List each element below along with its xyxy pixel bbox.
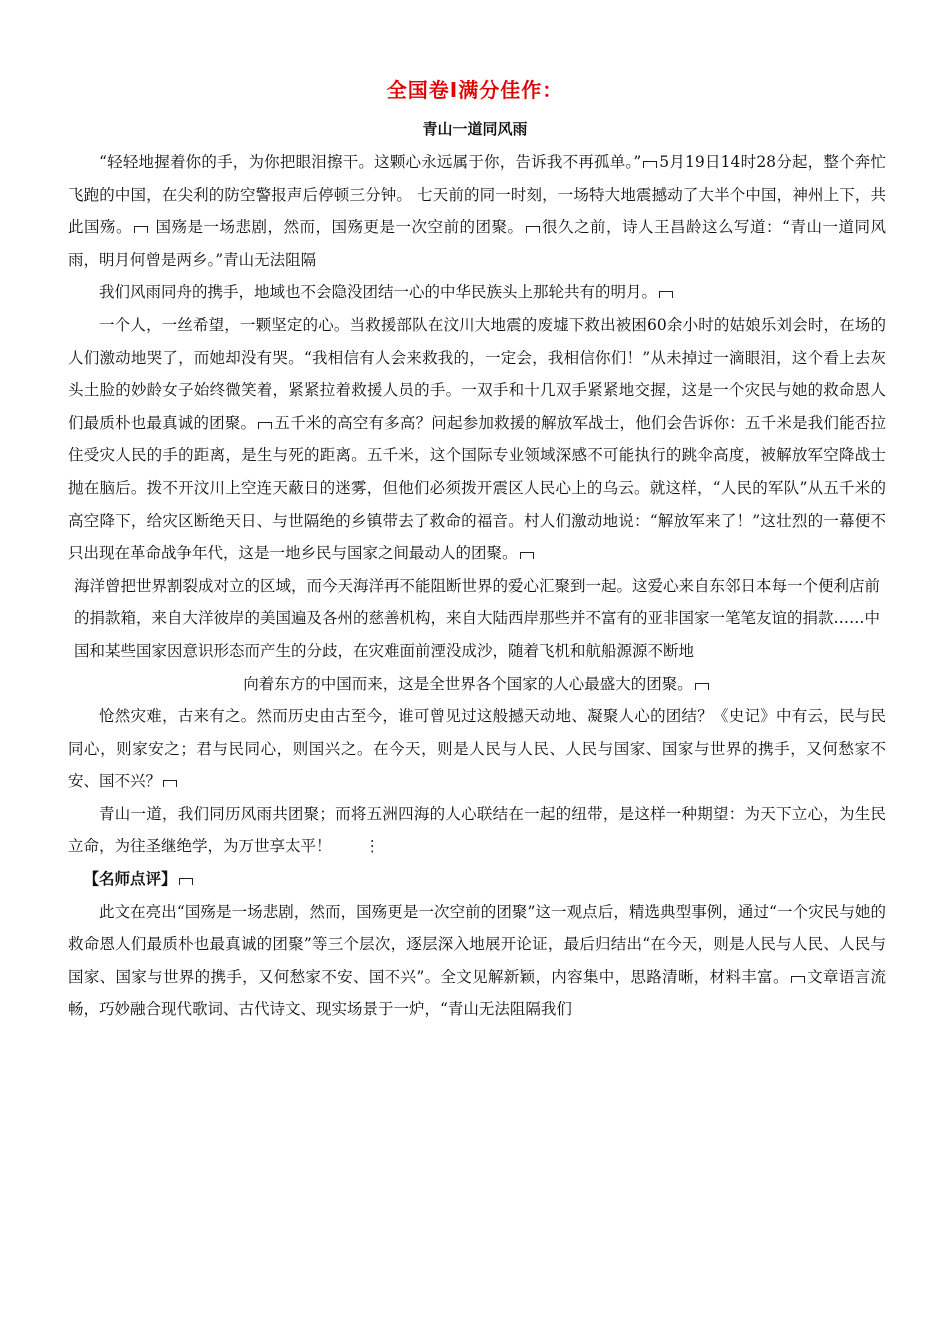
- page-title: 全国卷Ⅰ满分佳作：: [386, 78, 564, 102]
- paragraph-4: [68, 570, 886, 668]
- paragraph-3: [68, 309, 886, 570]
- text-run: 5月19日14时28分起，整个奔忙飞跑的中国，在尖利的防空警报声后停顿三分钟。 七天前的同一时刻，一场特大地震撼动了大半个中国，神州上下，共此国殇。: [68, 153, 886, 237]
- paragraph-5: [68, 700, 886, 798]
- text-run: 国殇是一场悲剧，然而，国殇更是一次空前的团聚。: [155, 218, 524, 237]
- essay-body: [68, 146, 886, 1026]
- paragraph-6: [68, 798, 886, 863]
- edit-mark-icon: [179, 878, 193, 885]
- paragraph-4-end: [68, 668, 886, 701]
- edit-mark-icon: [258, 422, 272, 429]
- paragraph-2: [68, 276, 886, 309]
- edit-mark-icon: [134, 226, 148, 233]
- text-run: 五千米的高空有多高？问起参加救援的解放军战士，他们会告诉你：五千米是我们能否拉住受灾人民的手的距离，是生与死的距离。五千米，这个国际专业领域深感不可能执行的跳伞高度，被解放军空降战士抛在脑后。拨不开汶川上空连天蔽日的迷雾，但他们必须拨开震区人民心上的乌云。就这样，“人民的军队”从五千米的高空降下，给灾区断绝天日、与世隔绝的乡镇带去了救命的福音。村人们激动地说：“解放军来了！”这壮烈的一幕便不只出现在革命战争年代，这是一地乡民与国家之间最动人的团聚。: [68, 413, 886, 563]
- text-run: 文章语言流畅，巧妙融合现代歌词、古代诗文、现实场景于一炉，“青山无法阻隔我们: [68, 967, 886, 1019]
- text-run: 我们风雨同舟的携手，地域也不会隐没团结一心的中华民族头上那轮共有的明月。: [99, 283, 658, 302]
- comment-paragraph: [68, 896, 886, 1026]
- text-run: “轻轻地握着你的手，为你把眼泪擦干。这颗心永远属于你，告诉我不再孤单。”: [99, 153, 642, 171]
- text-run: 很久之前，诗人王昌龄这么写道：“青山一道同风雨，明月何曾是两乡。”青山无法阻隔: [68, 218, 886, 269]
- vertical-dots-icon: ⋮: [364, 837, 381, 856]
- edit-mark-icon: [163, 780, 177, 787]
- edit-mark-icon: [695, 683, 709, 690]
- essay-title: 青山一道同风雨: [422, 120, 528, 138]
- text-run: 海洋曾把世界割裂成对立的区域，而今天海洋再不能阻断世界的爱心汇聚到一起。这爱心来自东邻日本每一个便利店前的捐款箱，来自大洋彼岸的美国遍及各州的慈善机构，来自大陆西岸那些并不富有的亚非国家一笔笔友谊的捐款……中国和某些国家因意识形态而产生的分歧，在灾难面前湮没成沙，随着飞机和航船源源不断地: [74, 576, 881, 660]
- edit-mark-icon: [659, 291, 673, 298]
- text-run: 【名师点评】: [83, 869, 177, 889]
- edit-mark-icon: [526, 226, 540, 233]
- paragraph-1: [68, 146, 886, 276]
- text-run: 青山一道，我们同历风雨共团聚；而将五洲四海的人心联结在一起的纽带，是这样一种期望：为天下立心，为生民立命，为往圣继绝学，为万世享太平！: [68, 804, 886, 856]
- text-run: 向着东方的中国而来，这是全世界各个国家的人心最盛大的团聚。: [243, 674, 693, 693]
- text-run: 一个人，一丝希望，一颗坚定的心。当救援部队在汶川大地震的废墟下救出被困60余小时的姑娘乐刘会时，在场的人们激动地哭了，而她却没有哭。“我相信有人会来救我的，一定会，我相信你们！”从未掉过一滴眼泪，这个看上去灰头土脸的妙龄女子始终微笑着，紧紧拉着救援人员的手。一双手和十几双手紧紧地交握，这是一个灾民与她的救命恩人们最质朴也最真诚的团聚。: [68, 315, 886, 432]
- text-run: 此文在亮出“国殇是一场悲剧，然而，国殇更是一次空前的团聚”这一观点后，精选典型事例，通过“一个灾民与她的救命恩人们最质朴也最真诚的团聚”等三个层次，逐层深入地展开论证，最后归结出“在今天，则是人民与人民、人民与国家、国家与世界的携手，又何愁家不安、国不兴”。全文见解新颖，内容集中，思路清晰，材料丰富。: [68, 902, 886, 986]
- edit-mark-icon: [791, 976, 805, 983]
- comment-heading: [68, 863, 886, 896]
- edit-mark-icon: [643, 161, 657, 168]
- text-run: 怆然灾难，古来有之。然而历史由古至今，谁可曾见过这般撼天动地、凝聚人心的团结？《史记》中有云，民与民同心，则家安之；君与民同心，则国兴之。在今天，则是人民与人民、人民与国家、国家与世界的携手，又何愁家不安、国不兴？: [68, 707, 886, 791]
- edit-mark-icon: [520, 552, 534, 559]
